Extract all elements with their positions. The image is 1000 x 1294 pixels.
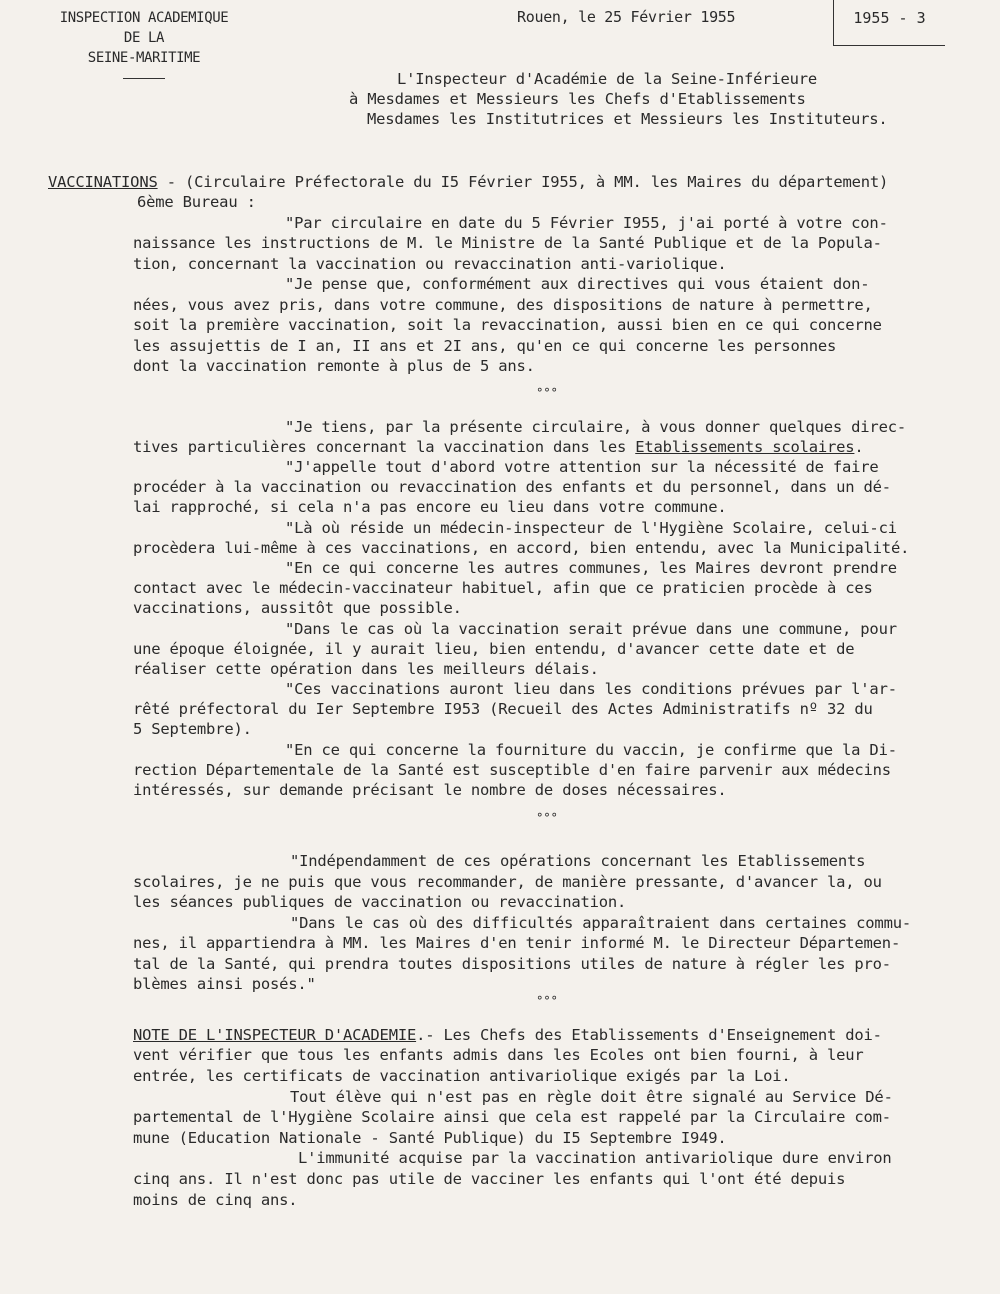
section2-line: rection Départementale de la Santé est susceptible d'en faire parvenir aux médecins xyxy=(133,761,891,779)
reference-number: 1955 - 3 xyxy=(853,9,926,27)
section3-line: scolaires, je ne puis que vous recommander, de manière pressante, d'avancer la, ou xyxy=(133,873,882,891)
section1-line: "Je pense que, conformément aux directives qui vous étaient don- xyxy=(285,275,870,293)
office-line-3: SEINE-MARITIME xyxy=(87,50,201,66)
section2-line xyxy=(133,437,864,457)
reference-box xyxy=(833,0,945,46)
office-line-1: INSPECTION ACADEMIQUE xyxy=(59,10,229,26)
address-line-3: Mesdames les Institutrices et Messieurs les Instituteurs. xyxy=(367,110,888,128)
section2-line: "Ces vaccinations auront lieu dans les conditions prévues par l'ar- xyxy=(285,680,897,698)
section1-heading-rest: - (Circulaire Préfectorale du I5 Février I955, à MM. les Maires du département) xyxy=(157,173,889,191)
section1-line: "Par circulaire en date du 5 Février I955, j'ai porté à votre con- xyxy=(285,214,888,232)
section2-line: intéressés, sur demande précisant le nombre de doses nécessaires. xyxy=(133,781,727,799)
section1-line: les assujettis de I an, II ans et 2I ans, qu'en ce qui concerne les personnes xyxy=(133,337,837,355)
section1-line: nées, vous avez pris, dans votre commune, des dispositions de nature à permettre, xyxy=(133,296,873,314)
section3-line: "Dans le cas où des difficultés apparaîtraient dans certaines commu- xyxy=(290,914,911,932)
address-line-2: à Mesdames et Messieurs les Chefs d'Etablissements xyxy=(349,90,806,108)
section4-line: mune (Education Nationale - Santé Publique) du I5 Septembre I949. xyxy=(133,1129,727,1147)
section2-line: "Dans le cas où la vaccination serait prévue dans une commune, pour xyxy=(285,620,897,638)
section1-line: dont la vaccination remonte à plus de 5 ans. xyxy=(133,357,535,375)
section3-line: tal de la Santé, qui prendra toutes dispositions utiles de nature à régler les pro- xyxy=(133,955,891,973)
section2-line: réaliser cette opération dans les meilleurs délais. xyxy=(133,660,599,678)
section2-line: "Là où réside un médecin-inspecteur de l'Hygiène Scolaire, celui-ci xyxy=(285,519,897,537)
etablissements-scolaires: Etablissements scolaires xyxy=(635,438,855,456)
place-date: Rouen, le 25 Février 1955 xyxy=(517,8,736,26)
note-heading-rest: .- Les Chefs des Etablissements d'Enseignement doi- xyxy=(416,1026,882,1044)
section2-line: "En ce qui concerne les autres communes, les Maires devront prendre xyxy=(285,559,897,577)
section3-line: blèmes ainsi posés." xyxy=(133,975,316,993)
issuing-office xyxy=(38,8,250,79)
section2-line: "Je tiens, par la présente circulaire, à vous donner quelques direc- xyxy=(285,418,906,436)
section2-line2-suffix: . xyxy=(854,438,864,456)
section1-bureau: 6ème Bureau : xyxy=(137,193,256,211)
section-separator: °°° xyxy=(536,386,558,400)
section2-line: 5 Septembre). xyxy=(133,720,252,738)
section2-line: "J'appelle tout d'abord votre attention sur la nécessité de faire xyxy=(285,458,879,476)
section1-heading-line xyxy=(48,172,888,192)
section4-line: entrée, les certificats de vaccination antivariolique exigés par la Loi. xyxy=(133,1067,791,1085)
section2-line: lai rapproché, si cela n'a pas encore eu lieu dans votre commune. xyxy=(133,498,727,516)
section2-line: "En ce qui concerne la fourniture du vaccin, je confirme que la Di- xyxy=(285,741,897,759)
section2-line: une époque éloignée, il y aurait lieu, bien entendu, d'avancer cette date et de xyxy=(133,640,855,658)
section3-line: nes, il appartiendra à MM. les Maires d'en tenir informé M. le Directeur Départemen- xyxy=(133,934,901,952)
section4-line: moins de cinq ans. xyxy=(133,1191,298,1209)
address-line-1: L'Inspecteur d'Académie de la Seine-Inférieure xyxy=(397,70,818,88)
section3-line: les séances publiques de vaccination ou revaccination. xyxy=(133,893,627,911)
section2-line: procèdera lui-même à ces vaccinations, en accord, bien entendu, avec la Municipalité. xyxy=(133,539,910,557)
section1-line: soit la première vaccination, soit la revaccination, aussi bien en ce qui concerne xyxy=(133,316,882,334)
section1-line: naissance les instructions de M. le Ministre de la Santé Publique et de la Popula- xyxy=(133,234,882,252)
note-heading: NOTE DE L'INSPECTEUR D'ACADEMIE xyxy=(133,1026,417,1044)
section2-line: vaccinations, aussitôt que possible. xyxy=(133,599,462,617)
section4-line: vent vérifier que tous les enfants admis dans les Ecoles ont bien fourni, à leur xyxy=(133,1046,864,1064)
section-separator: °°° xyxy=(536,811,558,825)
section4-line: L'immunité acquise par la vaccination antivariolique dure environ xyxy=(298,1149,892,1167)
section1-line: tion, concernant la vaccination ou revaccination anti-variolique. xyxy=(133,255,727,273)
section3-line: "Indépendamment de ces opérations concernant les Etablissements xyxy=(290,852,866,870)
section4-line: partemental de l'Hygiène Scolaire ainsi que cela est rappelé par la Circulaire com- xyxy=(133,1108,891,1126)
section2-line2-prefix: tives particulières concernant la vaccination dans les xyxy=(133,438,636,456)
section2-line: contact avec le médecin-vaccinateur habituel, afin que ce praticien procède à ces xyxy=(133,579,873,597)
office-rule xyxy=(123,78,165,79)
section4-line: cinq ans. Il n'est donc pas utile de vacciner les enfants qui l'ont été depuis xyxy=(133,1170,846,1188)
section1-heading: VACCINATIONS xyxy=(48,173,158,191)
section4-heading-line xyxy=(133,1025,882,1045)
section2-line: rêté préfectoral du Ier Septembre I953 (Recueil des Actes Administratifs nº 32 du xyxy=(133,700,873,718)
office-line-2: DE LA xyxy=(123,30,165,46)
section-separator: °°° xyxy=(536,994,558,1008)
section2-line: procéder à la vaccination ou revaccination des enfants et du personnel, dans un dé- xyxy=(133,478,891,496)
section4-line: Tout élève qui n'est pas en règle doit être signalé au Service Dé- xyxy=(290,1088,893,1106)
